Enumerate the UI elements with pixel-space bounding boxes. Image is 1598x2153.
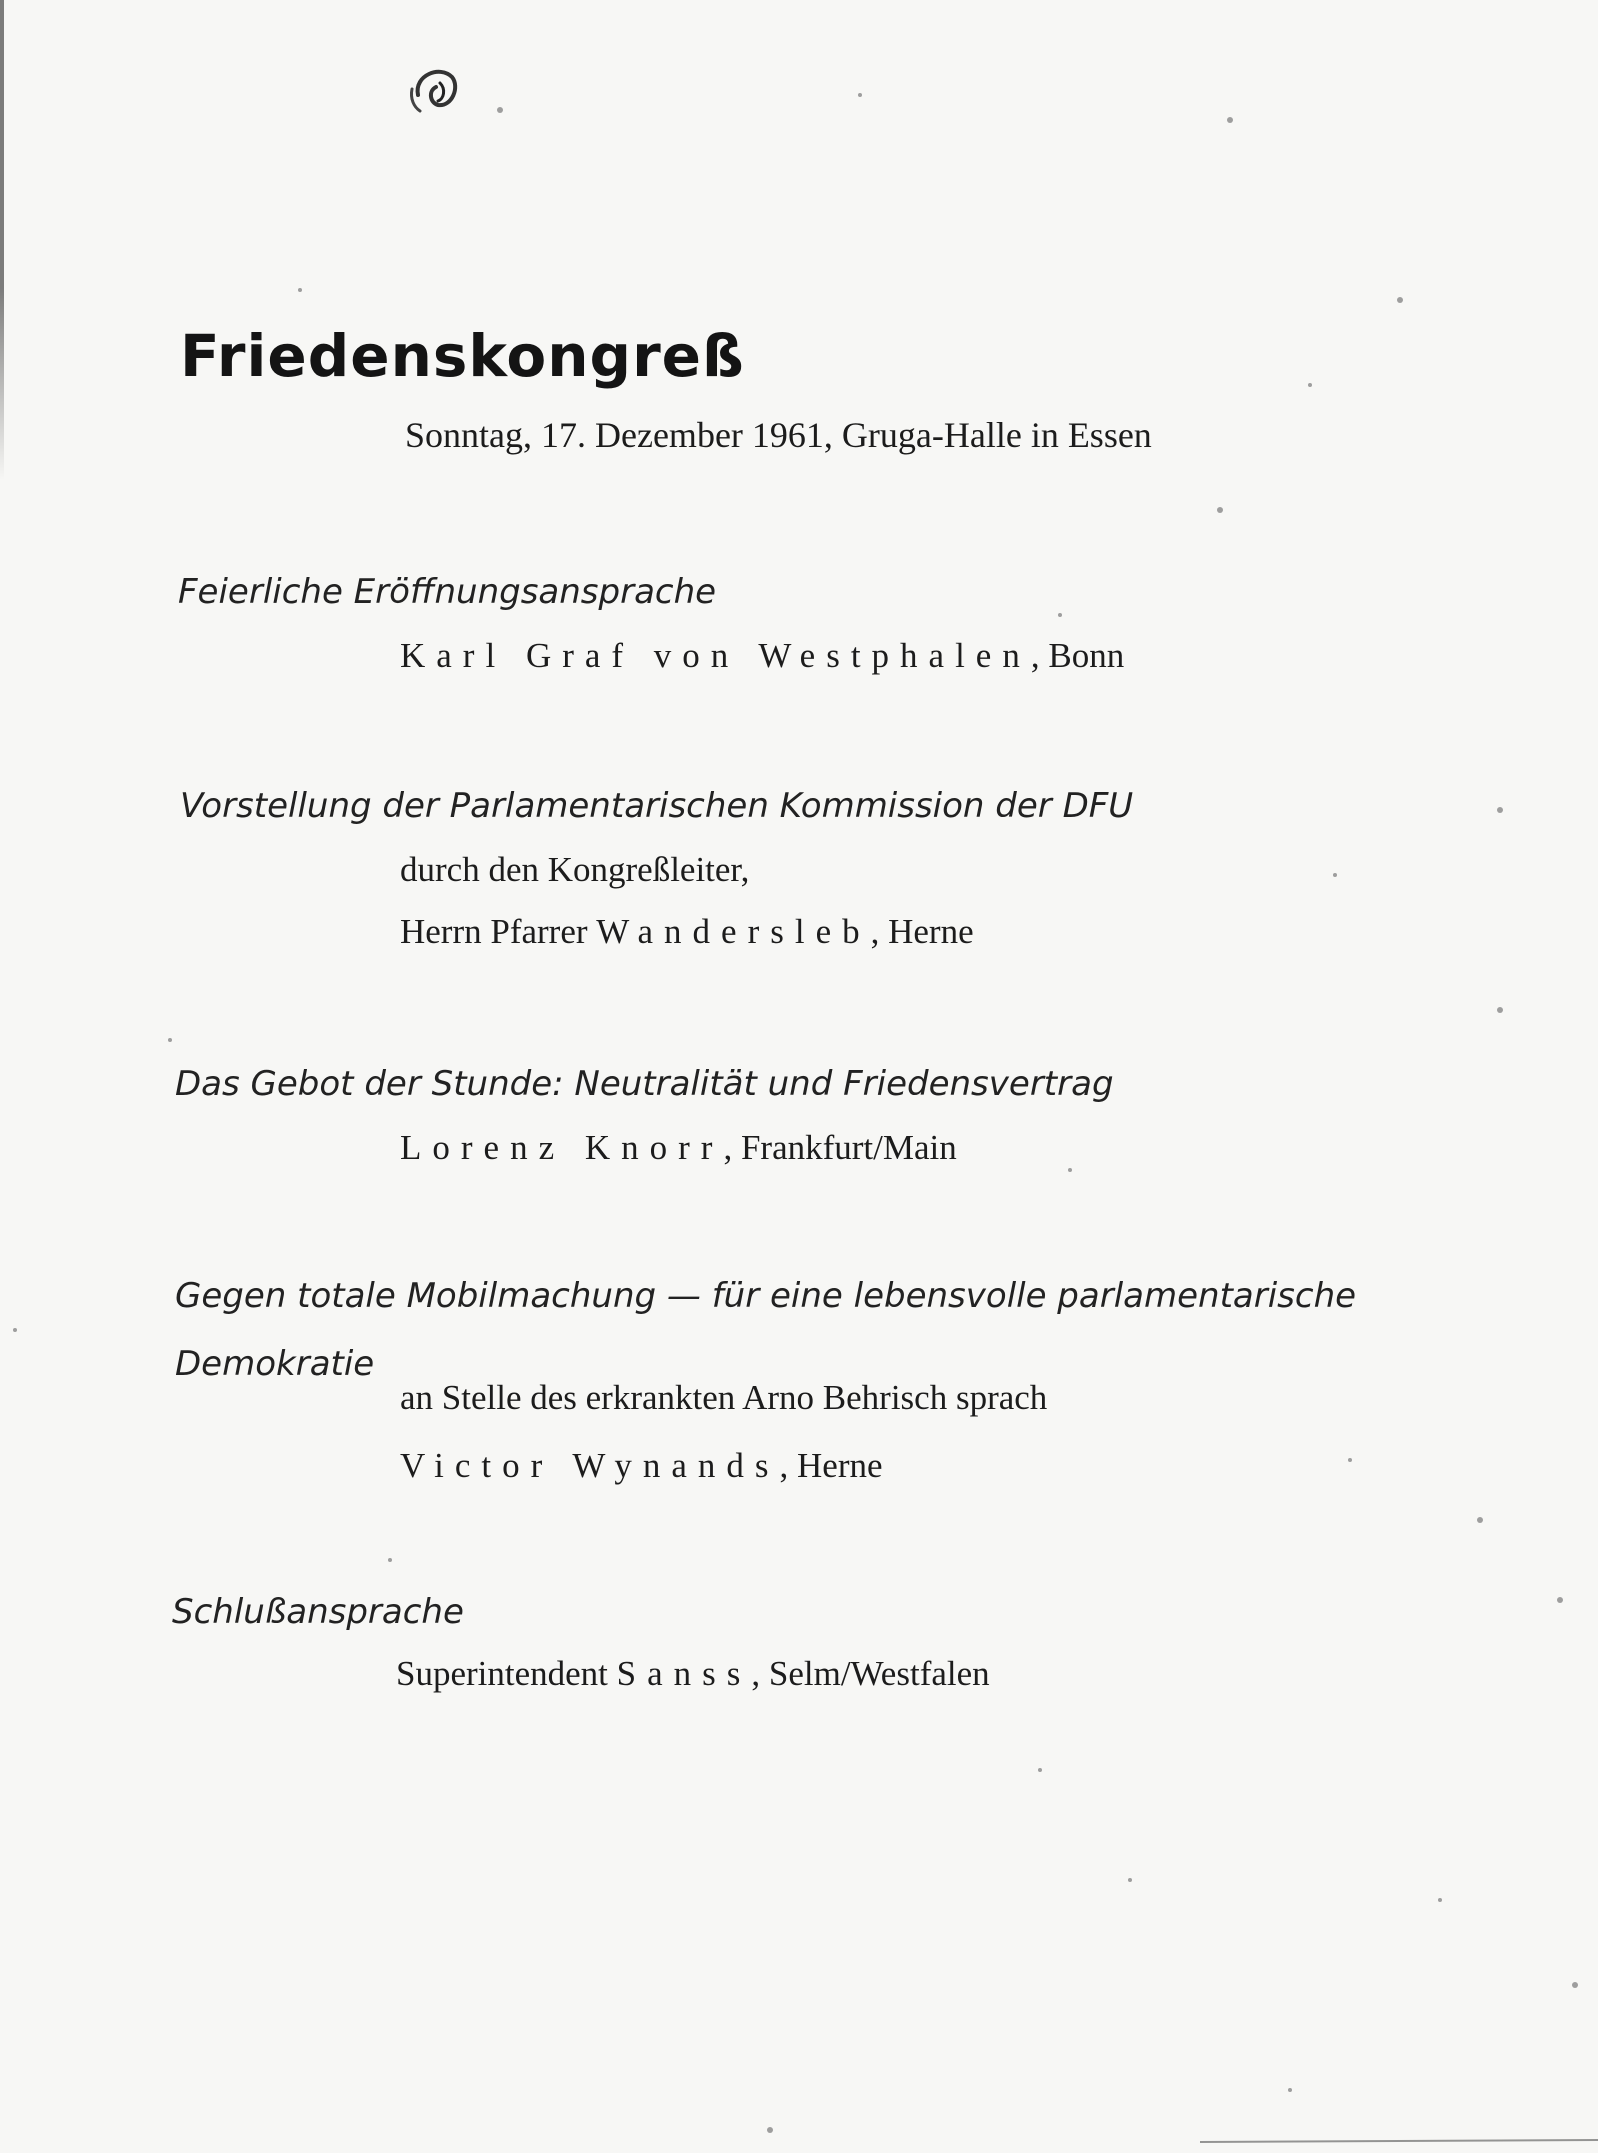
speaker-name: Sanss [616, 1654, 752, 1693]
speaker-name: Wandersleb [596, 912, 871, 951]
intro-line-commission: durch den Kongreßleiter, [400, 850, 750, 889]
agenda-heading-mobilization-cont: Demokratie [175, 1344, 375, 1384]
agenda-heading-opening: Feierliche Eröffnungsansprache [178, 572, 717, 612]
speaker-prefix: Herrn Pfarrer [400, 912, 597, 951]
intro-line-mobilization: an Stelle des erkrankten Arno Behrisch sprach [400, 1378, 1048, 1417]
speaker-place: , Frankfurt/Main [723, 1128, 957, 1167]
speaker-place: , Bonn [1030, 636, 1125, 675]
speaker-prefix: Superintendent [396, 1654, 617, 1693]
event-date-location: Sonntag, 17. Dezember 1961, Gruga-Halle in Essen [405, 415, 1152, 455]
speaker-name: Karl Graf von Westphalen [400, 636, 1031, 675]
speaker-name: Lorenz Knorr [400, 1128, 724, 1167]
agenda-heading-neutrality: Das Gebot der Stunde: Neutralität und Friedensvertrag [175, 1064, 1114, 1104]
speaker-place: , Herne [870, 912, 974, 951]
agenda-heading-commission: Vorstellung der Parlamentarischen Kommission der DFU [180, 786, 1134, 826]
agenda-heading-mobilization: Gegen totale Mobilmachung — für eine lebensvolle parlamentarische [175, 1276, 1357, 1316]
page-title: Friedenskongreß [180, 322, 745, 390]
agenda-heading-closing: Schlußansprache [172, 1592, 464, 1632]
speaker-place: , Selm/Westfalen [751, 1654, 990, 1693]
speaker-place: , Herne [779, 1446, 883, 1485]
speaker-name: Victor Wynands [400, 1446, 780, 1485]
